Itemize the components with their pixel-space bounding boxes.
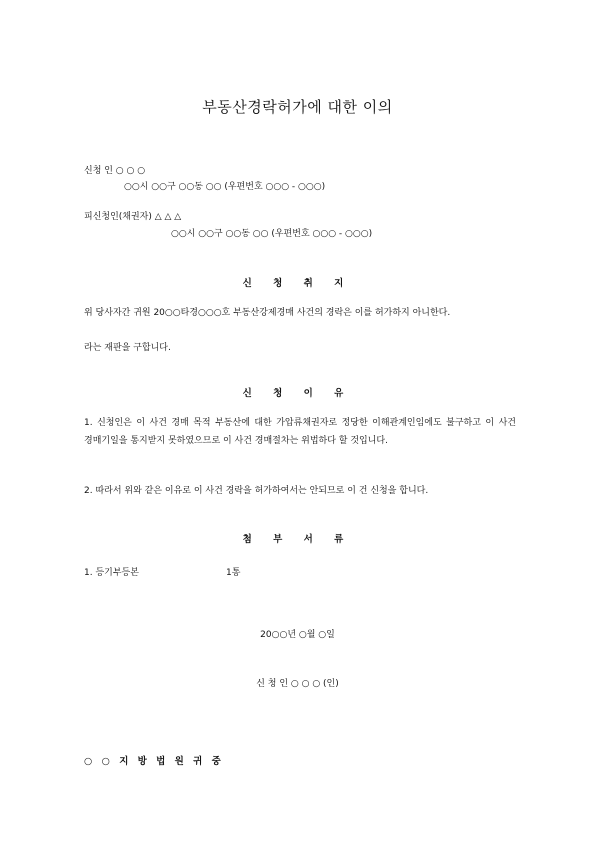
purpose-text: 위 당사자간 귀원 20○○타경○○○호 부동산강제경매 사건의 경락은 이를 허가하지 아니한다.	[84, 308, 451, 318]
reasons-heading: 신 청 이 유	[242, 388, 353, 399]
applicant-line: 신청 인 ○ ○ ○	[84, 166, 146, 176]
attachments-heading: 첨 부 서 류	[242, 534, 353, 545]
document-title: 부동산경락허가에 대한 이의	[202, 98, 393, 116]
attachment-item-label: 1. 등기부등본	[84, 568, 139, 578]
reason-item-2: 2. 따라서 위와 같은 이유로 이 사건 경락을 허가하여서는 안되므로 이 건 신청을 합니다.	[84, 486, 429, 496]
court-addressee: ○ ○ 지 방 법 원 귀 중	[84, 756, 224, 767]
respondent-line: 피신청인(채권자) △ △ △	[84, 212, 182, 222]
reason-item-1: 1. 신청인은 이 사건 경매 목적 부동산에 대한 가압류채권자로 정당한 이해관계인임에도 불구하고 이 사건 경매기일을 통지받지 못하였으므로 이 사건 경매절차는 위법하다 할 것입니다.	[84, 418, 516, 446]
document-date: 20○○년 ○월 ○일	[260, 630, 335, 640]
respondent-address: ○○시 ○○구 ○○동 ○○ (우편번호 ○○○ - ○○○)	[171, 229, 373, 239]
purpose-closing: 라는 재판을 구합니다.	[84, 343, 171, 353]
attachment-item-count: 1통	[226, 568, 241, 578]
signature-line: 신 청 인 ○ ○ ○ (인)	[256, 679, 339, 689]
applicant-address: ○○시 ○○구 ○○동 ○○ (우편번호 ○○○ - ○○○)	[124, 182, 326, 192]
purpose-heading: 신 청 취 지	[242, 278, 353, 289]
